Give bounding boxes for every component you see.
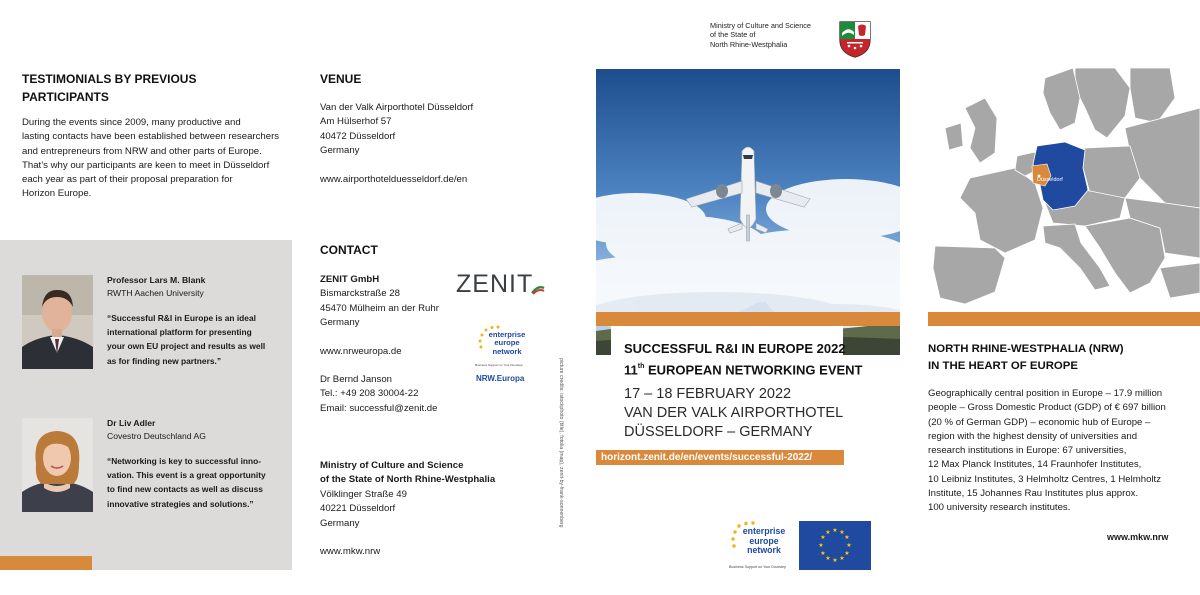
contact-url-link[interactable]: www.nrweuropa.de xyxy=(320,346,402,357)
cover-date: 17 – 18 FEBRUARY 2022 xyxy=(624,386,792,402)
person-name: Dr Liv Adler xyxy=(107,418,156,428)
person-quote: “Successful R&I in Europe is an ideal international platform for presenting your own EU project and results as well as for finding new partners.” xyxy=(107,313,266,366)
cover-accent-bar xyxy=(596,312,900,326)
zenit-swoosh-icon xyxy=(531,283,545,301)
contact-person: Dr Bernd Janson Tel.: +49 208 30004-22 Email: successful@zenit.de xyxy=(320,373,437,416)
eu-flag-icon xyxy=(799,521,871,570)
een-logo-small xyxy=(475,325,530,375)
contact-address: ZENIT GmbH Bismarckstraße 28 45470 Mülheim an der Ruhr Germany xyxy=(320,274,439,328)
ministry-url-link[interactable]: www.mkw.nrw xyxy=(320,546,381,557)
person-affiliation: RWTH Aachen University xyxy=(107,288,204,298)
svg-text:★: ★ xyxy=(846,542,852,549)
cover-venue-line1: VAN DER VALK AIRPORTHOTEL xyxy=(624,405,844,421)
nrw-body-text: Geographically central position in Europe – 17.9 million people – Gross Domestic Product (GDP) of € 697 billion (20 % of German GDP) – economic hub of Europe – region with the highest density of universities and research institutions in Europe: 67 universities, 12 Max Planck Institutes, 14 Fraunhofer Institutes, 10 Leibniz Institutes, 3 Helmholtz Centres, 1 Helmholtz Institute, 15 Johannes Rau Institutes plus approx. 100 university research institutes. xyxy=(928,388,1166,514)
nrw-heading: NORTH RHINE-WESTPHALIA (NRW) IN THE HEART OF EUROPE xyxy=(928,343,1124,372)
contact-heading: CONTACT xyxy=(320,243,378,257)
nrw-url-link[interactable]: www.mkw.nrw xyxy=(1107,532,1169,542)
svg-text:★: ★ xyxy=(832,527,838,534)
picture-credits: picture credits: istockphoto (title), fotolia (map), zenit-by-frank-sonnenberg xyxy=(558,358,564,528)
testimonials-heading: TESTIMONIALS BY PREVIOUS PARTICIPANTS xyxy=(22,72,197,104)
contact-email-link[interactable]: Email: successful@zenit.de xyxy=(320,402,438,414)
person-name: Professor Lars M. Blank xyxy=(107,275,206,285)
map-label-dusseldorf: Düsseldorf xyxy=(1037,177,1063,183)
svg-text:★: ★ xyxy=(818,542,824,549)
person-card-lars-blank xyxy=(107,274,265,368)
ministry-contact-address: Völklinger Straße 49 40221 Düsseldorf Germany xyxy=(320,489,407,529)
svg-text:★: ★ xyxy=(844,534,850,541)
svg-text:★: ★ xyxy=(825,555,831,562)
europe-map xyxy=(925,68,1200,312)
svg-text:★: ★ xyxy=(832,557,838,564)
venue-url-link[interactable]: www.airporthotelduesseldorf.de/en xyxy=(320,174,468,185)
svg-text:★: ★ xyxy=(820,534,826,541)
een-logo-cover xyxy=(730,521,792,573)
testimonials-intro: During the events since 2009, many productive and lasting contacts have been established between researchers and entrepreneurs from NRW and other parts of Europe. That’s why our participants are keen to meet in Düsseldorf each year as part of their proposal preparation for Horizon Europe. xyxy=(22,117,280,200)
cover-subtitle: 11th EUROPEAN NETWORKING EVENT xyxy=(624,362,863,378)
een-tagline: Business Support on Your Doorstep xyxy=(475,363,523,367)
nrw-coat-of-arms-icon xyxy=(838,20,872,63)
svg-text:★: ★ xyxy=(839,555,845,562)
een-wordmark: enterprise europe network xyxy=(742,526,786,556)
cover-event-url-link[interactable]: horizont.zenit.de/en/events/successful-2022/ xyxy=(596,450,844,465)
cover-ministry-text: Ministry of Culture and Science of the State of North Rhine-Westphalia xyxy=(710,21,811,49)
person-card-liv-adler xyxy=(107,417,266,511)
portrait-photo-lars-blank xyxy=(22,275,93,369)
venue-address: Van der Valk Airporthotel Düsseldorf Am Hülserhof 57 40472 Düsseldorf Germany xyxy=(320,102,474,156)
svg-text:★: ★ xyxy=(844,550,850,557)
nrw-accent-bar xyxy=(928,312,1200,326)
een-tagline: Business Support on Your Doorstep xyxy=(729,565,786,569)
svg-text:★: ★ xyxy=(839,529,845,536)
een-wordmark: enterprise europe network xyxy=(488,330,526,356)
svg-text:★: ★ xyxy=(825,529,831,536)
portrait-photo-liv-adler xyxy=(22,418,93,512)
zenit-logo: ZENIT xyxy=(456,270,534,298)
venue-heading: VENUE xyxy=(320,72,362,86)
ministry-contact-name: Ministry of Culture and Science of the State of North Rhine-Westphalia xyxy=(320,460,496,486)
person-affiliation: Covestro Deutschland AG xyxy=(107,431,206,441)
accent-bar xyxy=(0,556,92,570)
person-quote: “Networking is key to successful inno- vation. This event is a great opportunity to find new contacts as well as discuss innovative strategies and solutions.” xyxy=(107,456,266,509)
cover-venue-line2: DÜSSELDORF – GERMANY xyxy=(624,424,813,440)
nrw-europa-logo: NRW.Europa xyxy=(476,374,525,383)
svg-text:★: ★ xyxy=(820,550,826,557)
cover-title: SUCCESSFUL R&I IN EUROPE 2022 xyxy=(624,341,846,356)
